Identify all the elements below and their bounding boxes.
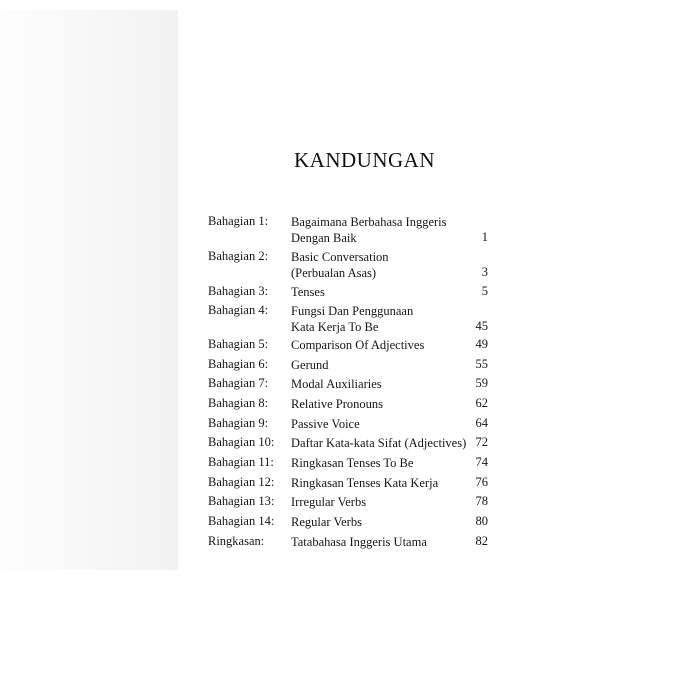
entry-title-line: Regular Verbs <box>291 515 362 529</box>
page-title: KANDUNGAN <box>294 148 435 172</box>
entry-title-line: Bagaimana Berbahasa Inggeris <box>291 215 447 229</box>
entry-title-line: Dengan Baik <box>291 231 357 245</box>
entry-page-number: 80 <box>475 514 488 528</box>
entry-label: Bahagian 12: <box>208 475 275 489</box>
entry-title-line: Kata Kerja To Be <box>291 320 379 334</box>
entry-title-line: (Perbualan Asas) <box>291 266 377 280</box>
entry-title <box>291 249 389 281</box>
entry-page-number: 76 <box>475 475 488 489</box>
entry-title <box>291 284 325 300</box>
entry-title-line: Gerund <box>291 358 329 372</box>
entry-page-number: 59 <box>475 376 488 390</box>
entry-title-line: Ringkasan Tenses To Be <box>291 456 414 470</box>
entry-title-line: Relative Pronouns <box>291 397 384 411</box>
entry-title-line: Irregular Verbs <box>291 495 367 509</box>
entry-page-number: 1 <box>481 230 488 244</box>
entry-title <box>291 337 424 353</box>
entry-title-line: Daftar Kata-kata Sifat (Adjectives) <box>291 436 467 450</box>
entry-title-line: Comparison Of Adjectives <box>291 338 425 352</box>
entry-label: Bahagian 7: <box>208 376 269 390</box>
entry-title-line: Modal Auxiliaries <box>291 377 382 391</box>
entry-page-number: 45 <box>475 319 488 333</box>
entry-page-number: 5 <box>481 284 488 298</box>
entry-title <box>291 455 413 471</box>
entry-label: Bahagian 1: <box>208 214 269 228</box>
entry-title-line: Tenses <box>291 285 325 299</box>
entry-label: Bahagian 8: <box>208 396 269 410</box>
entry-page-number: 72 <box>475 435 488 449</box>
entry-title-line: Ringkasan Tenses Kata Kerja <box>291 476 439 490</box>
entry-title <box>291 494 366 510</box>
entry-page-number: 82 <box>475 534 488 548</box>
entry-title-line: Fungsi Dan Penggunaan <box>291 304 414 318</box>
entry-title <box>291 475 438 491</box>
entry-label: Bahagian 11: <box>208 455 274 469</box>
entry-title-line: Tatabahasa Inggeris Utama <box>291 535 427 549</box>
entry-page-number: 49 <box>475 337 488 351</box>
entry-label: Bahagian 5: <box>208 337 269 351</box>
entry-title <box>291 534 427 550</box>
entry-page-number: 62 <box>475 396 488 410</box>
entry-page-number: 74 <box>475 455 488 469</box>
entry-label: Bahagian 13: <box>208 494 275 508</box>
entry-label: Bahagian 2: <box>208 249 269 263</box>
entry-label: Bahagian 9: <box>208 416 269 430</box>
entry-title <box>291 303 413 335</box>
entry-label: Bahagian 6: <box>208 357 269 371</box>
entry-page-number: 55 <box>475 357 488 371</box>
entry-label: Bahagian 14: <box>208 514 275 528</box>
entry-page-number: 64 <box>475 416 488 430</box>
entry-title-line: Basic Conversation <box>291 250 389 264</box>
entry-label: Bahagian 3: <box>208 284 269 298</box>
entry-title-line: Passive Voice <box>291 417 360 431</box>
entry-title <box>291 214 447 246</box>
entry-label: Bahagian 4: <box>208 303 269 317</box>
entry-title <box>291 416 360 432</box>
entry-label: Ringkasan: <box>208 534 265 548</box>
entry-title <box>291 376 382 392</box>
entry-title <box>291 357 329 373</box>
entry-page-number: 78 <box>475 494 488 508</box>
entry-title <box>291 396 383 412</box>
entry-label: Bahagian 10: <box>208 435 275 449</box>
entry-page-number: 3 <box>481 265 488 279</box>
entry-title <box>291 514 362 530</box>
entry-title <box>291 435 466 451</box>
